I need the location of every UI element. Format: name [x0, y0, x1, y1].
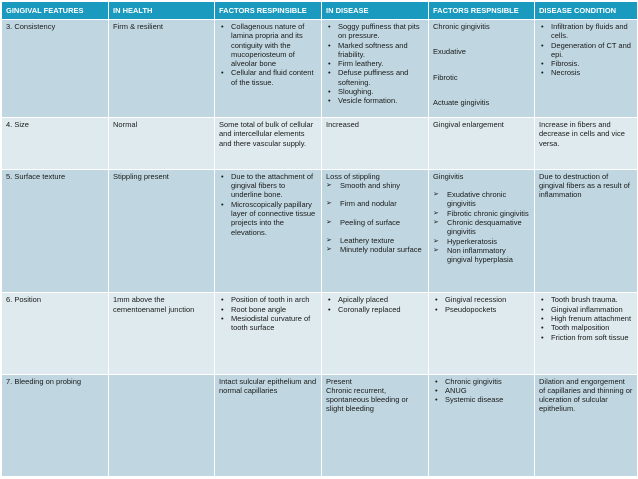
- header-factors-responsible-health: FACTORS RESPINSIBLE: [215, 2, 322, 20]
- condition-cell: Increase in fibers and decrease in cells and vice versa.: [535, 118, 638, 170]
- list-item: • Collagenous nature of lamina propria and its contiguity with the mucoperiosteum of alveolar bone: [219, 22, 317, 68]
- feature-cell: 6. Position: [2, 293, 109, 374]
- disease-line: Chronic recurrent, spontaneous bleeding or slight bleeding: [326, 385, 409, 414]
- table-row-consistency: [2, 20, 638, 118]
- list-item: ➢ Chronic desquamative gingivitis: [433, 218, 530, 237]
- list-item: • Degeneration of CT and epi.: [539, 41, 633, 60]
- table-row-position: [2, 293, 638, 374]
- list-item: ➢ Non inflammatory gingival hyperplasia: [433, 246, 530, 265]
- list-item: • Defuse puffiness and softening.: [326, 68, 424, 87]
- list-item: • Pseudopockets: [433, 305, 530, 314]
- factor-text: Chronic gingivitis: [433, 22, 490, 31]
- factor-text: Fibrotic: [433, 72, 458, 82]
- list-item: ➢ Fibrotic chronic gingivitis: [433, 209, 530, 218]
- list-item: • Position of tooth in arch: [219, 295, 317, 304]
- health-cell: Normal: [109, 118, 215, 170]
- list-item: • Marked softness and friability.: [326, 41, 424, 60]
- list-item: • Coronally replaced: [326, 305, 424, 314]
- disease-cell: [322, 293, 429, 374]
- health-cell: [109, 374, 215, 476]
- health-cell: 1mm above the cementoenamel junction: [109, 293, 215, 374]
- list-item: • Soggy puffiness that pits on pressure.: [326, 22, 424, 41]
- factors-health-cell: [215, 20, 322, 118]
- header-in-health: IN HEALTH: [109, 2, 215, 20]
- list-item: • Tooth brush trauma.: [539, 295, 633, 304]
- gingival-features-table: [1, 1, 638, 477]
- list-item: • High frenum attachment: [539, 314, 633, 323]
- list-item: • Root bone angle: [219, 305, 317, 314]
- condition-cell: Due to destruction of gingival fibers as a result of inflammation: [535, 169, 638, 292]
- disease-cell: [322, 20, 429, 118]
- list-item: • Tooth malposition: [539, 323, 633, 332]
- list-item: • Microscopically papillary layer of connective tissue projects into the elevations.: [219, 200, 317, 237]
- list-item: ➢ Minutely nodular surface: [326, 245, 424, 254]
- disease-intro: Loss of stippling: [326, 171, 380, 181]
- condition-cell: [535, 293, 638, 374]
- disease-cell: [322, 169, 429, 292]
- header-disease-condition: DISEASE CONDITION: [535, 2, 638, 20]
- factors-disease-cell: [429, 20, 535, 118]
- list-item: ➢ Smooth and shiny: [326, 181, 424, 190]
- factors-health-cell: [215, 293, 322, 374]
- condition-cell: Dilation and engorgement of capillaries and thinning or ulceration of sulcular epithelium.: [535, 374, 638, 476]
- health-cell: Stippling present: [109, 169, 215, 292]
- list-item: • Firm leathery.: [326, 59, 424, 68]
- factors-health-cell: Intact sulcular epithelium and normal capillaries: [215, 374, 322, 476]
- feature-cell: 4. Size: [2, 118, 109, 170]
- list-item: • Fibrosis.: [539, 59, 633, 68]
- list-item: • Chronic gingivitis: [433, 377, 530, 386]
- factors-disease-cell: [429, 293, 535, 374]
- list-item: ➢ Exudative chronic gingivitis: [433, 190, 530, 209]
- feature-cell: 5. Surface texture: [2, 169, 109, 292]
- list-item: ➢ Hyperkeratosis: [433, 237, 530, 246]
- list-item: • Vesicle formation.: [326, 96, 424, 105]
- factors-health-cell: Some total of bulk of cellular and intercellular elements and there vascular supply.: [215, 118, 322, 170]
- disease-cell: Increased: [322, 118, 429, 170]
- disease-cell: [322, 374, 429, 476]
- factor-text: Exudative: [433, 47, 466, 57]
- feature-cell: 3. Consistency: [2, 20, 109, 118]
- table-row-bleeding-on-probing: [2, 374, 638, 476]
- header-in-disease: IN DISEASE: [322, 2, 429, 20]
- list-item: • Cellular and fluid content of the tissue.: [219, 68, 317, 87]
- list-item: • Infiltration by fluids and cells.: [539, 22, 633, 41]
- list-item: • Apically placed: [326, 295, 424, 304]
- table-row-surface-texture: [2, 169, 638, 292]
- factors-disease-intro: Gingivitis: [433, 171, 464, 181]
- factors-disease-cell: Gingival enlargement: [429, 118, 535, 170]
- list-item: ➢ Leathery texture: [326, 236, 424, 245]
- list-item: • Gingival inflammation: [539, 305, 633, 314]
- health-cell: Firm & resilient: [109, 20, 215, 118]
- list-item: • Necrosis: [539, 68, 633, 77]
- feature-cell: 7. Bleeding on probing: [2, 374, 109, 476]
- list-item: • Sloughing.: [326, 87, 424, 96]
- list-item: • Due to the attachment of gingival fibers to underline bone.: [219, 172, 317, 200]
- condition-cell: [535, 20, 638, 118]
- list-item: • Gingival recession: [433, 295, 530, 304]
- list-item: • Friction from soft tissue: [539, 333, 633, 342]
- list-item: • Systemic disease: [433, 395, 530, 404]
- factor-text: Actuate gingivitis: [433, 97, 490, 107]
- header-factors-responsible-disease: FACTORS RESPNSIBLE: [429, 2, 535, 20]
- list-item: ➢ Firm and nodular: [326, 199, 424, 208]
- list-item: • ANUG: [433, 386, 530, 395]
- header-row: [2, 2, 638, 20]
- factors-health-cell: [215, 169, 322, 292]
- disease-line: Present: [326, 376, 352, 386]
- list-item: • Mesiodistal curvature of tooth surface: [219, 314, 317, 333]
- table-row-size: [2, 118, 638, 170]
- factors-disease-cell: [429, 169, 535, 292]
- list-item: ➢ Peeling of surface: [326, 218, 424, 227]
- factors-disease-cell: [429, 374, 535, 476]
- header-gingival-features: GINGIVAL FEATURES: [2, 2, 109, 20]
